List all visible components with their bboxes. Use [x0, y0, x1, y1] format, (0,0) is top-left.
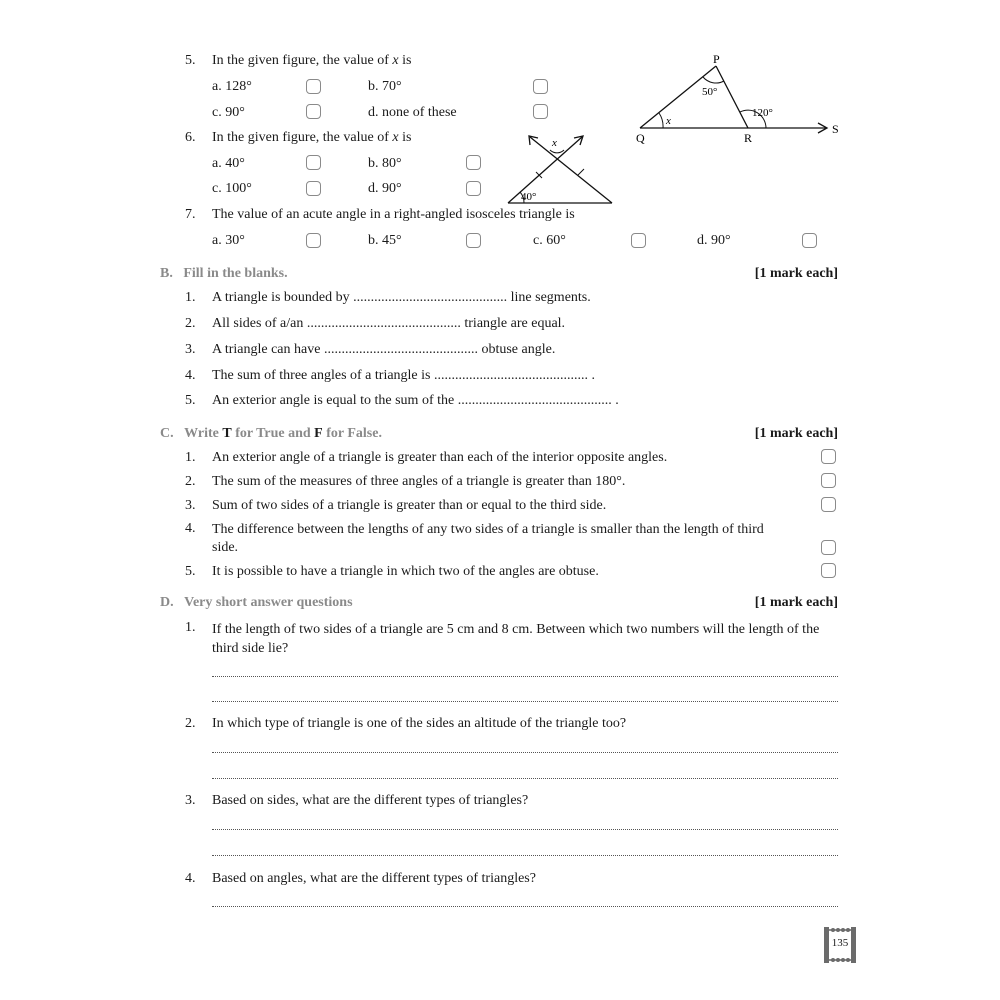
c2-answer-box[interactable] [821, 473, 836, 488]
d3-text: Based on sides, what are the different types of triangles? [212, 793, 529, 808]
q6-option-c: c. 100° [212, 181, 252, 196]
q7-option-a: a. 30° [212, 233, 245, 248]
section-d-marks: [1 mark each] [754, 595, 838, 610]
crossing-lines-figure [500, 130, 620, 210]
c4-text: The difference between the lengths of any two sides of a triangle is smaller than the length of third side. [212, 522, 764, 555]
b3-text: A triangle can have ............................................ obtuse angle. [212, 342, 556, 357]
triangle-pqr-figure [630, 50, 850, 150]
answer-line[interactable] [212, 752, 838, 753]
section-c-heading: C. Write T for True and F for False. [160, 426, 382, 441]
b2-text: All sides of a/an ............................................ triangle are equal. [212, 316, 566, 331]
q6-option-b-checkbox[interactable] [466, 155, 481, 170]
q7-option-c-checkbox[interactable] [631, 233, 646, 248]
q5-option-c-checkbox[interactable] [306, 104, 321, 119]
d1-number: 1. [185, 620, 196, 635]
section-b-marks: [1 mark each] [754, 266, 838, 281]
q6-option-b: b. 80° [368, 156, 402, 171]
q7-option-c: c. 60° [533, 233, 566, 248]
c5-text: It is possible to have a triangle in which two of the angles are obtuse. [212, 564, 599, 579]
c1-text: An exterior angle of a triangle is greater than each of the interior opposite angles. [212, 450, 668, 465]
b3-number: 3. [185, 342, 196, 357]
q6-number: 6. [185, 130, 196, 145]
blank[interactable]: ............................................ [323, 342, 478, 357]
q7-option-b-checkbox[interactable] [466, 233, 481, 248]
section-c-marks: [1 mark each] [754, 426, 838, 441]
label-s: S [832, 122, 839, 136]
q7-option-b: b. 45° [368, 233, 402, 248]
q7-option-d-checkbox[interactable] [802, 233, 817, 248]
blank[interactable]: ............................................ [306, 316, 461, 331]
c5-answer-box[interactable] [821, 563, 836, 578]
q5-option-d: d. none of these [368, 105, 457, 120]
q7-option-a-checkbox[interactable] [306, 233, 321, 248]
q6-option-a: a. 40° [212, 156, 245, 171]
q6-option-d-checkbox[interactable] [466, 181, 481, 196]
page-number: 135 [831, 937, 849, 949]
d2-number: 2. [185, 716, 196, 731]
c4-number: 4. [185, 521, 196, 536]
b4-number: 4. [185, 368, 196, 383]
q5-option-b: b. 70° [368, 79, 402, 94]
label-angle-40: 40° [521, 191, 537, 203]
c1-number: 1. [185, 450, 196, 465]
d2-text: In which type of triangle is one of the sides an altitude of the triangle too? [212, 716, 627, 731]
b5-number: 5. [185, 393, 196, 408]
label-x: x [666, 115, 671, 127]
label-r: R [744, 131, 753, 145]
c3-answer-box[interactable] [821, 497, 836, 512]
q6-text: In the given figure, the value of x is [212, 130, 412, 145]
c3-text: Sum of two sides of a triangle is greater than or equal to the third side. [212, 498, 607, 513]
q5-text: In the given figure, the value of x is [212, 53, 412, 68]
q5-number: 5. [185, 53, 196, 68]
answer-line[interactable] [212, 855, 838, 856]
q6-option-c-checkbox[interactable] [306, 181, 321, 196]
q6-option-a-checkbox[interactable] [306, 155, 321, 170]
d4-text: Based on angles, what are the different types of triangles? [212, 871, 536, 886]
label-x: x [552, 137, 557, 149]
label-q: Q [636, 131, 645, 145]
c1-answer-box[interactable] [821, 449, 836, 464]
q6-option-d: d. 90° [368, 181, 402, 196]
c4-answer-box[interactable] [821, 540, 836, 555]
answer-line[interactable] [212, 829, 838, 830]
b1-number: 1. [185, 290, 196, 305]
blank[interactable]: ............................................ [457, 393, 612, 408]
b1-text: A triangle is bounded by ............................................ line segments. [212, 290, 591, 305]
c3-number: 3. [185, 498, 196, 513]
c5-number: 5. [185, 564, 196, 579]
b4-text: The sum of three angles of a triangle is ............................................ . [212, 368, 595, 383]
d3-number: 3. [185, 793, 196, 808]
q5-option-a-checkbox[interactable] [306, 79, 321, 94]
q5-option-d-checkbox[interactable] [533, 104, 548, 119]
blank[interactable]: ............................................ [353, 290, 508, 305]
d4-number: 4. [185, 871, 196, 886]
label-angle-p: 50° [702, 86, 718, 98]
label-angle-ext: 120° [752, 107, 773, 119]
q7-number: 7. [185, 207, 196, 222]
d1-text: If the length of two sides of a triangle are 5 cm and 8 cm. Between which two numbers will the length of the third side lie? [212, 622, 820, 656]
answer-line[interactable] [212, 906, 838, 907]
q5-option-c: c. 90° [212, 105, 245, 120]
section-d-heading: D. Very short answer questions [160, 595, 353, 610]
c2-number: 2. [185, 474, 196, 489]
blank[interactable]: ............................................ [433, 368, 588, 383]
label-p: P [713, 52, 720, 66]
answer-line[interactable] [212, 676, 838, 677]
answer-line[interactable] [212, 778, 838, 779]
q7-option-d: d. 90° [697, 233, 731, 248]
c2-text: The sum of the measures of three angles of a triangle is greater than 180°. [212, 474, 626, 489]
q5-option-a: a. 128° [212, 79, 252, 94]
q5-option-b-checkbox[interactable] [533, 79, 548, 94]
answer-line[interactable] [212, 701, 838, 702]
page-number-badge [823, 926, 857, 964]
b2-number: 2. [185, 316, 196, 331]
b5-text: An exterior angle is equal to the sum of the ............................................ . [212, 393, 619, 408]
section-b-heading: B. Fill in the blanks. [160, 266, 288, 281]
q7-text: The value of an acute angle in a right-angled isosceles triangle is [212, 207, 575, 222]
